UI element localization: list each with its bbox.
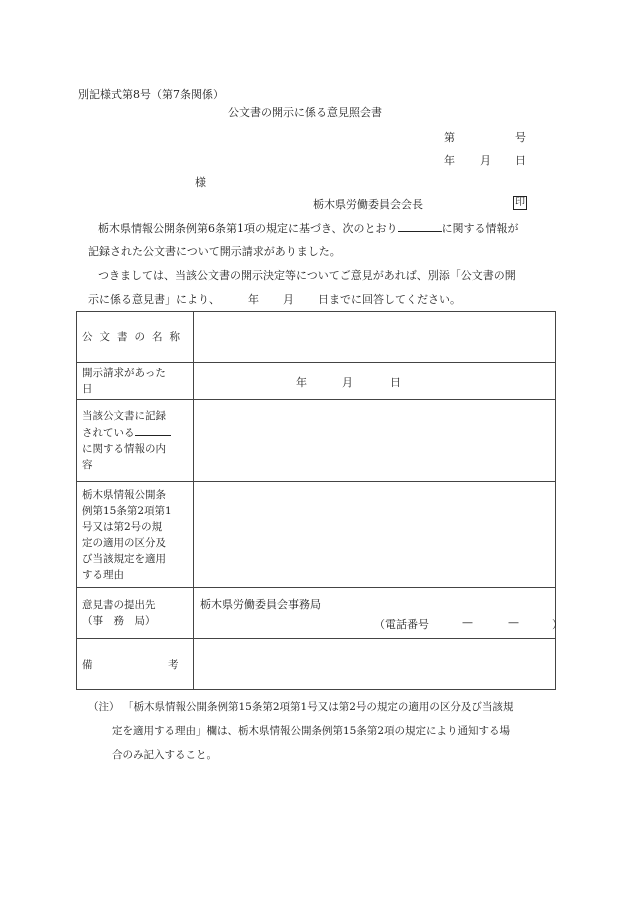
- reply-month: 月: [283, 293, 294, 306]
- phone-label: （電話番号: [374, 618, 429, 631]
- label-document-name: 公文書の名称: [77, 312, 194, 363]
- phone-close: ）: [552, 618, 563, 631]
- form-label: 別記様式第8号（第7条関係）: [78, 88, 224, 101]
- note-mark: （注）: [88, 701, 120, 713]
- date-day: 日: [515, 154, 526, 167]
- field-disclosure-reason[interactable]: [194, 482, 556, 588]
- blank-underline: [135, 424, 171, 436]
- request-month: 月: [342, 376, 353, 389]
- paragraph-1-text-a: 栃木県情報公開条例第6条第1項の規定に基づき、次のとおり: [98, 222, 398, 235]
- note-line-3: 合のみ記入すること。: [112, 749, 217, 761]
- document-title: 公文書の開示に係る意見照会書: [228, 106, 382, 119]
- office-name: 栃木県労働委員会事務局: [200, 598, 321, 611]
- request-day: 日: [390, 376, 401, 389]
- label-submission-office: 意見書の提出先 （事 務 局）: [77, 588, 194, 639]
- phone-dash-1: —: [462, 616, 473, 629]
- row-disclosure-reason: [77, 482, 556, 588]
- request-year: 年: [296, 376, 307, 389]
- field-recorded-info[interactable]: [194, 400, 556, 482]
- blank-underline: [398, 220, 442, 232]
- field-submission-office[interactable]: [194, 588, 563, 639]
- paragraph-2-text-b: 日までに回答してください。: [318, 293, 461, 306]
- paragraph-2-text-a: 示に係る意見書」により、: [88, 293, 220, 306]
- paragraph-1-text-b: に関する情報が: [441, 222, 519, 235]
- label-request-date: 開示請求があった 日: [77, 363, 194, 400]
- date-month: 月: [480, 154, 491, 167]
- opinion-form-table: [76, 311, 563, 690]
- addressee-honorific: 様: [195, 176, 206, 189]
- number-suffix: 号: [515, 131, 526, 144]
- note-line-2: 定を適用する理由」欄は、栃木県情報公開条例第15条第2項の規定により通知する場: [112, 725, 511, 737]
- note-line-1: 「栃木県情報公開条例第15条第2項第1号又は第2号の規定の適用の区分及び当該規: [123, 701, 514, 713]
- row-recorded-info: [77, 400, 556, 482]
- field-request-date[interactable]: [194, 363, 556, 400]
- row-remarks: [77, 639, 556, 690]
- paragraph-2-line-1: つきましては、当該公文書の開示決定等についてご意見があれば、別添「公文書の開: [98, 269, 516, 282]
- label-disclosure-reason: 栃木県情報公開条 例第15条第2項第1 号又は第2号の規 定の適用の区分及 び当該規定を適用 する理由: [77, 482, 194, 588]
- paragraph-1-line-2: 記録された公文書について開示請求がありました。: [88, 245, 341, 258]
- sender-name: 栃木県労働委員会会長: [313, 198, 423, 211]
- phone-dash-2: —: [508, 616, 519, 629]
- field-document-name[interactable]: [194, 312, 556, 363]
- row-request-date: [77, 363, 556, 400]
- label-remarks: 備 考: [77, 639, 194, 690]
- field-remarks[interactable]: [194, 639, 556, 690]
- row-submission-office: [77, 588, 556, 639]
- paragraph-1-line-1: [98, 220, 519, 236]
- seal-text: 印: [515, 197, 525, 208]
- row-document-name: [77, 312, 556, 363]
- paragraph-2-line-2: [88, 291, 461, 307]
- date-year: 年: [444, 154, 455, 167]
- reply-year: 年: [248, 293, 259, 306]
- number-prefix: 第: [444, 131, 455, 144]
- label-recorded-info: 当該公文書に記録 されている に関する情報の内 容: [77, 400, 194, 482]
- seal-mark: [513, 195, 527, 210]
